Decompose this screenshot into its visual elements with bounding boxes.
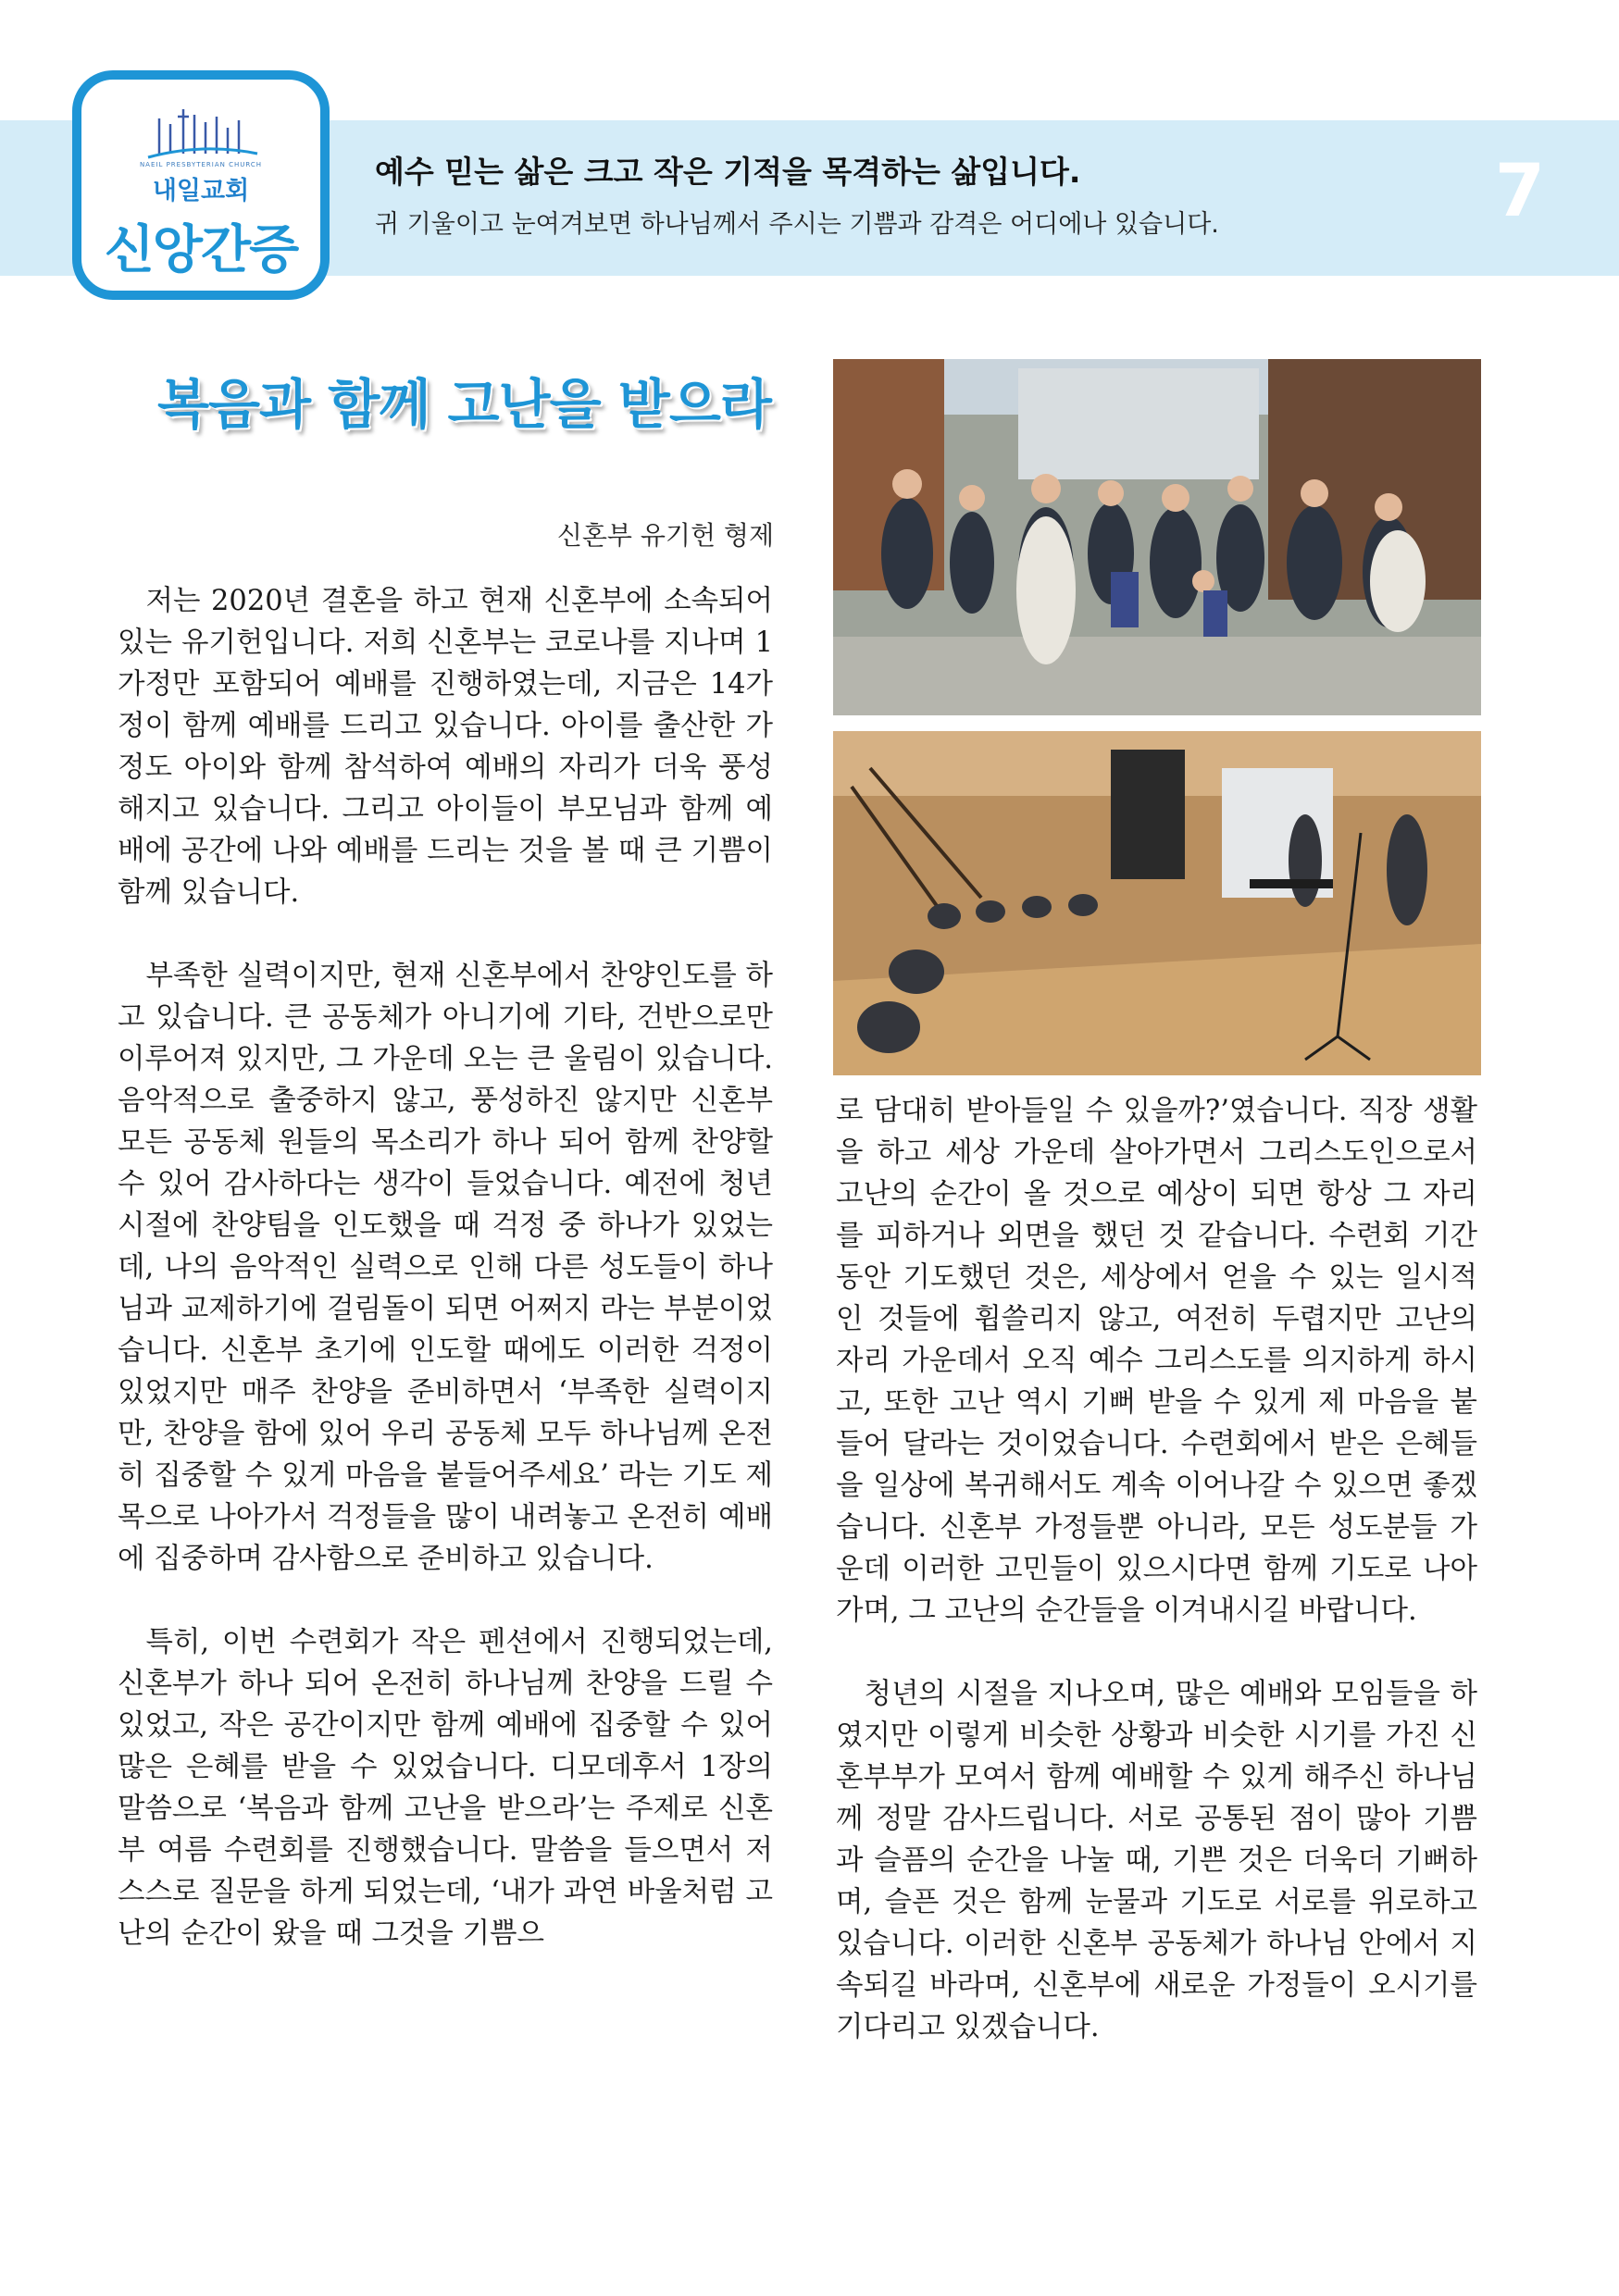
paragraph: 저는 2020년 결혼을 하고 현재 신혼부에 소속되어 있는 유기헌입니다. 저희 신혼부는 코로나를 지나며 1가정만 포함되어 예배를 진행하였는데, 지금은 14가정이 함께 예배를 드리고 있습니다. 아이를 출산한 가정도 아이와 함께 참석하여 예배의 자리가 더욱 풍성해지고 있습니다. 그리고 아이들이 부모님과 함께 예배에 공간에 나와 예배를 드리는 것을 볼 때 큰 기쁨이 함께 있습니다. <box>118 585 773 909</box>
section-label: 신앙간증 <box>104 220 298 280</box>
church-name: 내일교회 <box>152 177 250 205</box>
header-subline: 귀 기울이고 눈여겨보면 하나님께서 주시는 기쁨과 감격은 어디에나 있습니다. <box>375 210 1219 239</box>
group-photo-outdoor <box>833 359 1481 715</box>
worship-photo-illustration <box>833 731 1481 1075</box>
paragraph: 특히, 이번 수련회가 작은 펜션에서 진행되었는데, 신혼부가 하나 되어 온전히 하나님께 찬양을 드릴 수 있었고, 작은 공간이지만 함께 예배에 집중할 수 있어 많은 은혜를 받을 수 있었습니다. 디모데후서 1장의 말씀으로 ‘복음과 함께 고난을 받으라’는 주제로 신혼부 여름 수련회를 진행했습니다. 말씀을 들으면서 저 스스로 질문을 하게 되었는데, ‘내가 과연 바울처럼 고난의 순간이 왔을 때 그것을 기쁨으 <box>118 1626 773 1950</box>
worship-photo-indoor <box>833 731 1481 1075</box>
church-logo-box <box>72 70 330 300</box>
logo-subtitle: NAEIL PRESBYTERIAN CHURCH <box>139 161 263 168</box>
group-photo-illustration <box>833 359 1481 715</box>
paragraph: 로 담대히 받아들일 수 있을까?’였습니다. 직장 생활을 하고 세상 가운데 살아가면서 그리스도인으로서 고난의 순간이 올 것으로 예상이 되면 항상 그 자리를 피하거나 외면을 했던 것 같습니다. 수련회 기간 동안 기도했던 것은, 세상에서 얻을 수 있는 일시적인 것들에 휩쓸리지 않고, 여전히 두렵지만 고난의 자리 가운데서 오직 예수 그리스도를 의지하게 하시고, 또한 고난 역시 기뻐 받을 수 있게 제 마음을 붙들어 달라는 것이었습니다. 수련회에서 받은 은혜들을 일상에 복귀해서도 계속 이어나갈 수 있으면 좋겠습니다. 신혼부 가정들뿐 아니라, 모든 성도분들 가운데 이러한 고민들이 있으시다면 함께 기도로 나아가며, 그 고난의 순간들을 이겨내시길 바랍니다. <box>836 1095 1477 1627</box>
paragraph: 청년의 시절을 지나오며, 많은 예배와 모임들을 하였지만 이렇게 비슷한 상황과 비슷한 시기를 가진 신혼부부가 모여서 함께 예배할 수 있게 해주신 하나님께 정말 감사드립니다. 서로 공통된 점이 많아 기쁨과 슬픔의 순간을 나눌 때, 기쁜 것은 더욱더 기뻐하며, 슬픈 것은 함께 눈물과 기도로 서로를 위로하고 있습니다. 이러한 신혼부 공동체가 하나님 안에서 지속되길 바라며, 신혼부에 새로운 가정들이 오시기를 기다리고 있겠습니다. <box>836 1678 1477 2043</box>
header-headline: 예수 믿는 삶은 크고 작은 기적을 목격하는 삶입니다. <box>375 154 1081 190</box>
article-title: 복음과 함께 고난을 받으라 <box>157 373 771 436</box>
article-author: 신혼부 유기헌 형제 <box>556 520 774 551</box>
right-column <box>836 1090 1477 2090</box>
page-number: 7 <box>1494 150 1545 233</box>
left-column <box>118 580 773 1996</box>
church-skyline-icon <box>143 105 263 163</box>
paragraph: 부족한 실력이지만, 현재 신혼부에서 찬양인도를 하고 있습니다. 큰 공동체가 아니기에 기타, 건반으로만 이루어져 있지만, 그 가운데 오는 큰 울림이 있습니다. 음악적으로 출중하지 않고, 풍성하진 않지만 신혼부 모든 공동체 원들의 목소리가 하나 되어 함께 찬양할 수 있어 감사하다는 생각이 들었습니다. 예전에 청년 시절에 찬양팀을 인도했을 때 걱정 중 하나가 있었는데, 나의 음악적인 실력으로 인해 다른 성도들이 하나님과 교제하기에 걸림돌이 되면 어쩌지 라는 부분이었습니다. 신혼부 초기에 인도할 때에도 이러한 걱정이 있었지만 매주 찬양을 준비하면서 ‘부족한 실력이지만, 찬양을 함에 있어 우리 공동체 모두 하나님께 온전히 집중할 수 있게 마음을 붙들어주세요’ 라는 기도 제목으로 나아가서 걱정들을 많이 내려놓고 온전히 예배에 집중하며 감사함으로 준비하고 있습니다. <box>118 960 773 1575</box>
